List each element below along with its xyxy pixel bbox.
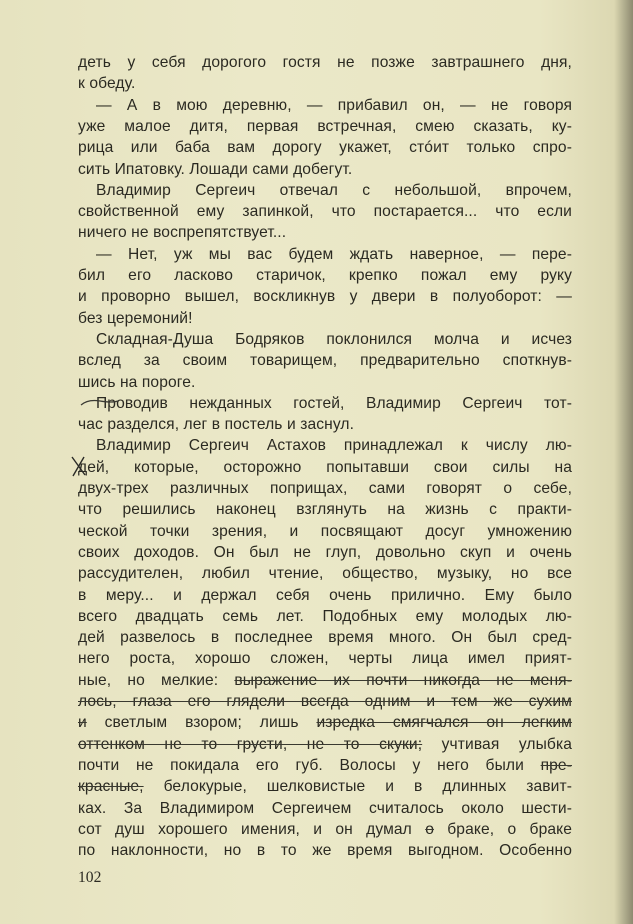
text-segment: него роста, хорошо сложен, черты лица имел прият- <box>78 650 572 668</box>
text-line <box>78 286 572 307</box>
text-segment: сот душ хорошего имения, и он думал <box>78 820 426 838</box>
text-segment: дей развелось в последнее время много. Он был сред- <box>78 629 572 647</box>
text-line <box>78 329 572 350</box>
struck-text: изредка смягчался он легким <box>316 714 573 732</box>
text-line <box>78 478 572 499</box>
text-line <box>78 435 572 456</box>
text-line <box>78 542 572 563</box>
page-number: 102 <box>78 869 102 886</box>
text-line <box>78 52 572 73</box>
text-line <box>78 563 572 584</box>
text-segment: свойственной ему запинкой, что постарается... что если <box>78 203 572 221</box>
text-line <box>78 499 572 520</box>
text-line <box>78 308 572 329</box>
text-segment: что решились наконец взглянуть на жизнь с практи- <box>78 501 572 519</box>
text-segment: дей, которые, осторожно попытавши свои силы на <box>78 458 572 476</box>
text-segment: Владимир Сергеич отвечал с небольшой, впрочем, <box>96 181 572 199</box>
text-segment: и проворно вышел, воскликнув у двери в полуоборот: — <box>78 288 572 306</box>
text-line <box>78 606 572 627</box>
text-segment: в меру... и держал себя очень прилично. Ему было <box>78 586 572 604</box>
text-segment: Владимир Сергеич Астахов принадлежал к числу лю- <box>96 437 572 455</box>
text-segment: — Нет, уж мы вас будем ждать наверное, — пере- <box>96 245 572 263</box>
text-line <box>78 372 572 393</box>
text-segment: всего двадцать семь лет. Подобных ему молодых лю- <box>78 607 572 625</box>
text-segment: деть у себя дорогого гостя не позже завтрашнего дня, <box>78 54 572 71</box>
text-segment: Проводив нежданных гостей, Владимир Сергеич тот- <box>96 394 572 412</box>
text-line <box>78 798 572 819</box>
text-line <box>78 393 572 414</box>
text-line <box>78 414 572 435</box>
text-segment: двух-трех различных поприщах, сами говорят о себе, <box>78 480 572 497</box>
text-line <box>78 159 572 180</box>
text-segment: ках. За Владимиром Сергеичем считалось около шести- <box>78 799 572 817</box>
text-segment: — А в мою деревню, — прибавил он, — не говоря <box>96 96 572 114</box>
text-segment: рассудителен, любил чтение, общество, музыку, но все <box>78 565 572 583</box>
text-segment: учтивая улыбка <box>422 735 572 753</box>
text-segment: шись на пороге. <box>78 373 196 391</box>
text-line <box>78 648 572 669</box>
struck-text: красные, <box>78 778 144 796</box>
text-line <box>78 755 572 776</box>
text-segment: без церемоний! <box>78 309 193 327</box>
text-line <box>78 137 572 158</box>
text-line <box>78 95 572 116</box>
struck-text: оттенком не то грусти, не то скуки; <box>78 735 423 753</box>
struck-text: лось, глаза его глядели всегда одним и тем же <box>78 693 529 710</box>
text-segment: по наклонности, но в то же время выгодном. Особенно <box>78 842 572 860</box>
handwritten-underline-icon <box>80 398 120 406</box>
text-line <box>78 712 572 733</box>
text-segment: вслед за своим товарищем, предварительно споткнув- <box>78 352 572 370</box>
text-line <box>78 670 572 691</box>
text-segment: светлым взором; лишь <box>86 714 317 732</box>
text-line <box>78 244 572 265</box>
text-line <box>78 457 572 478</box>
text-segment: белокурые, шелковистые и в длинных завит- <box>143 778 572 796</box>
text-segment: ные, но мелкие: <box>78 671 235 689</box>
text-line <box>78 201 572 222</box>
text-segment: ничего не воспрепятствует... <box>78 224 287 242</box>
handwritten-x-mark-icon <box>70 455 88 477</box>
struck-text: пре- <box>540 756 572 774</box>
text-line <box>78 840 572 861</box>
text-line <box>78 73 572 94</box>
text-line <box>78 776 572 797</box>
text-line <box>78 627 572 648</box>
text-segment: своих доходов. Он был не глуп, довольно скуп и очень <box>78 543 572 561</box>
text-line <box>78 585 572 606</box>
text-line <box>78 180 572 201</box>
text-segment: уже малое дитя, первая встречная, смею сказать, ку- <box>78 117 572 135</box>
text-line <box>78 350 572 371</box>
text-segment: ческой точки зрения, и посвящают досуг умножению <box>78 522 572 540</box>
text-line <box>78 819 572 840</box>
text-line <box>78 265 572 286</box>
text-line <box>78 222 572 243</box>
text-segment: браке, о браке <box>433 820 572 838</box>
text-segment: рица или баба вам дорогу укажет, стóит только спро- <box>78 139 572 157</box>
struck-text: и <box>78 714 87 732</box>
struck-text: о <box>425 820 434 838</box>
struck-text: выражение их почти никогда не меня- <box>234 671 572 689</box>
text-line <box>78 691 572 712</box>
text-segment: сить Ипатовку. Лошади сами добегут. <box>78 160 353 178</box>
text-line <box>78 734 572 755</box>
text-segment: час разделся, лег в постель и заснул. <box>78 416 355 434</box>
struck-text: сухим <box>528 693 572 710</box>
text-line <box>78 116 572 137</box>
text-segment: Складная-Душа Бодряков поклонился молча и исчез <box>96 330 572 348</box>
text-line <box>78 521 572 542</box>
text-segment: почти не покидала его губ. Волосы у него были <box>78 756 541 774</box>
text-segment: к обеду. <box>78 75 136 93</box>
text-segment: бил его ласково старичок, крепко пожал ему руку <box>78 267 572 284</box>
